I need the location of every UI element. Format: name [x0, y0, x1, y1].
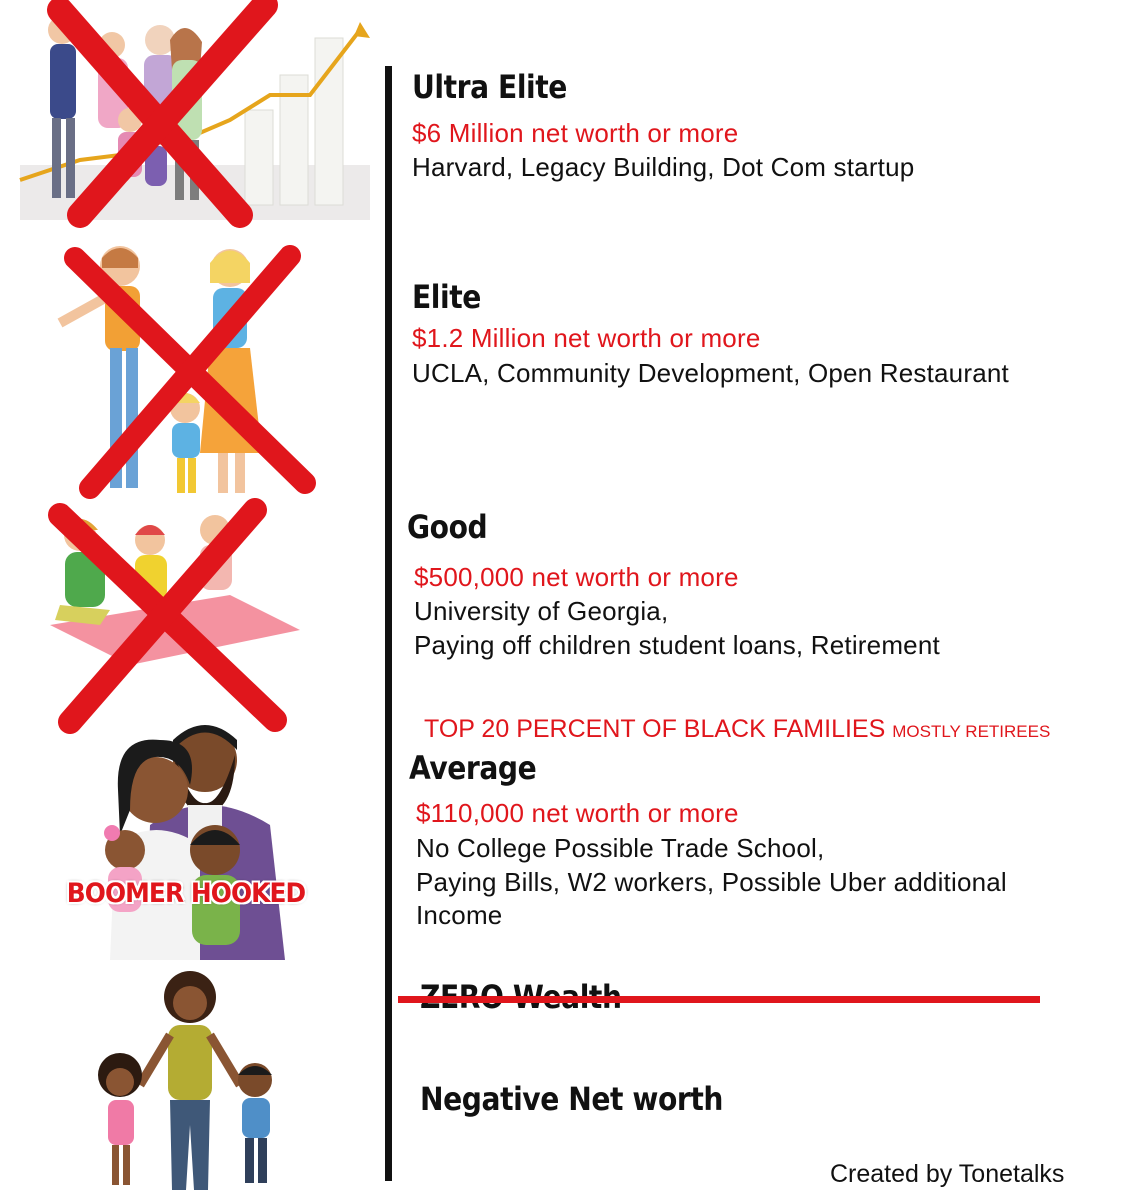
tier-examples: Paying Bills, W2 workers, Possible Uber additional	[416, 867, 1007, 897]
tier-net-worth: $6 Million net worth or more	[412, 118, 739, 148]
strikethrough-line	[398, 996, 1040, 1003]
tier-net-worth: $110,000 net worth or more	[416, 798, 739, 828]
tier-net-worth: $500,000 net worth or more	[414, 562, 739, 592]
tier-heading-good: Good	[407, 508, 488, 546]
tier-heading-average: Average	[409, 749, 537, 787]
family-growth-chart-illustration	[20, 0, 380, 225]
tier-examples: Harvard, Legacy Building, Dot Com startup	[412, 152, 915, 182]
banner-small-text: MOSTLY RETIREES	[892, 722, 1051, 741]
banner-main-text: TOP 20 PERCENT OF BLACK FAMILIES	[424, 715, 886, 743]
picnic-family-illustration	[40, 500, 310, 730]
happy-family-illustration	[50, 238, 320, 500]
boomer-hooked-label: BOOMER HOOKED	[66, 878, 306, 909]
tier-examples: UCLA, Community Development, Open Restaurant	[412, 358, 1009, 388]
tier-heading-ultra-elite: Ultra Elite	[412, 68, 567, 106]
tier-examples: Income	[416, 900, 503, 930]
tier-heading-elite: Elite	[412, 278, 481, 316]
vertical-divider	[385, 66, 392, 1181]
black-family-illustration	[90, 715, 290, 965]
tier-examples: Paying off children student loans, Retirement	[414, 630, 940, 660]
tier-examples: University of Georgia,	[414, 596, 669, 626]
top-twenty-banner	[424, 715, 1050, 744]
negative-net-worth-label: Negative Net worth	[420, 1080, 723, 1118]
mother-children-illustration	[90, 965, 290, 1195]
tier-examples: No College Possible Trade School,	[416, 833, 825, 863]
tier-net-worth: $1.2 Million net worth or more	[412, 323, 761, 353]
credit-text: Created by Tonetalks	[830, 1160, 1065, 1188]
